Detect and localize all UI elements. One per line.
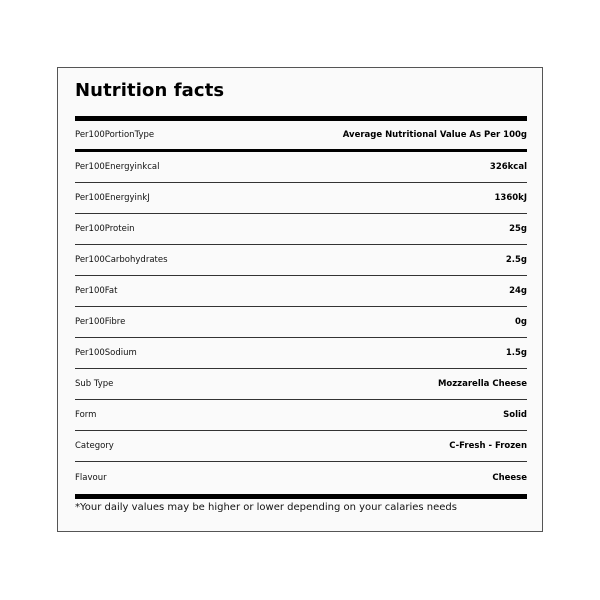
row-value: 25g <box>509 224 527 234</box>
row-value: Mozzarella Cheese <box>437 379 527 389</box>
row-value: 326kcal <box>489 162 527 172</box>
row-label: Per100Fibre <box>75 317 126 327</box>
page-title: Nutrition facts <box>75 80 225 101</box>
row-value: 1360kJ <box>494 193 527 203</box>
header-value: Average Nutritional Value As Per 100g <box>342 130 527 140</box>
row-label: Per100EnergyinkJ <box>75 193 150 203</box>
bottom-divider-bar <box>75 494 527 499</box>
row-value: Cheese <box>492 472 527 483</box>
row-value: C-Fresh - Frozen <box>449 441 527 451</box>
nutrition-table <box>75 121 527 493</box>
nutrition-facts-panel <box>57 67 543 532</box>
row-value: 0g <box>515 317 527 327</box>
row-label: Per100Carbohydrates <box>75 255 168 265</box>
row-value: 2.5g <box>505 255 527 265</box>
row-value: 1.5g <box>505 348 527 358</box>
table-row <box>75 462 527 493</box>
table-row <box>75 152 527 183</box>
header-label: Per100PortionType <box>75 130 155 140</box>
row-label: Sub Type <box>75 379 114 389</box>
row-label: Category <box>75 441 114 451</box>
table-row <box>75 431 527 462</box>
table-row <box>75 276 527 307</box>
table-row <box>75 214 527 245</box>
row-value: 24g <box>509 286 527 296</box>
row-label: Per100Sodium <box>75 348 137 358</box>
row-label: Form <box>75 410 97 420</box>
table-row <box>75 307 527 338</box>
footnote: *Your daily values may be higher or lower depending on your calaries needs <box>75 502 457 513</box>
table-row <box>75 245 527 276</box>
row-value: Solid <box>503 410 527 420</box>
table-row <box>75 369 527 400</box>
row-label: Per100Protein <box>75 224 135 234</box>
table-row <box>75 400 527 431</box>
row-label: Per100Energyinkcal <box>75 162 160 172</box>
row-label: Flavour <box>75 472 107 483</box>
table-row <box>75 183 527 214</box>
table-header-row <box>75 121 527 152</box>
table-row <box>75 338 527 369</box>
row-label: Per100Fat <box>75 286 118 296</box>
